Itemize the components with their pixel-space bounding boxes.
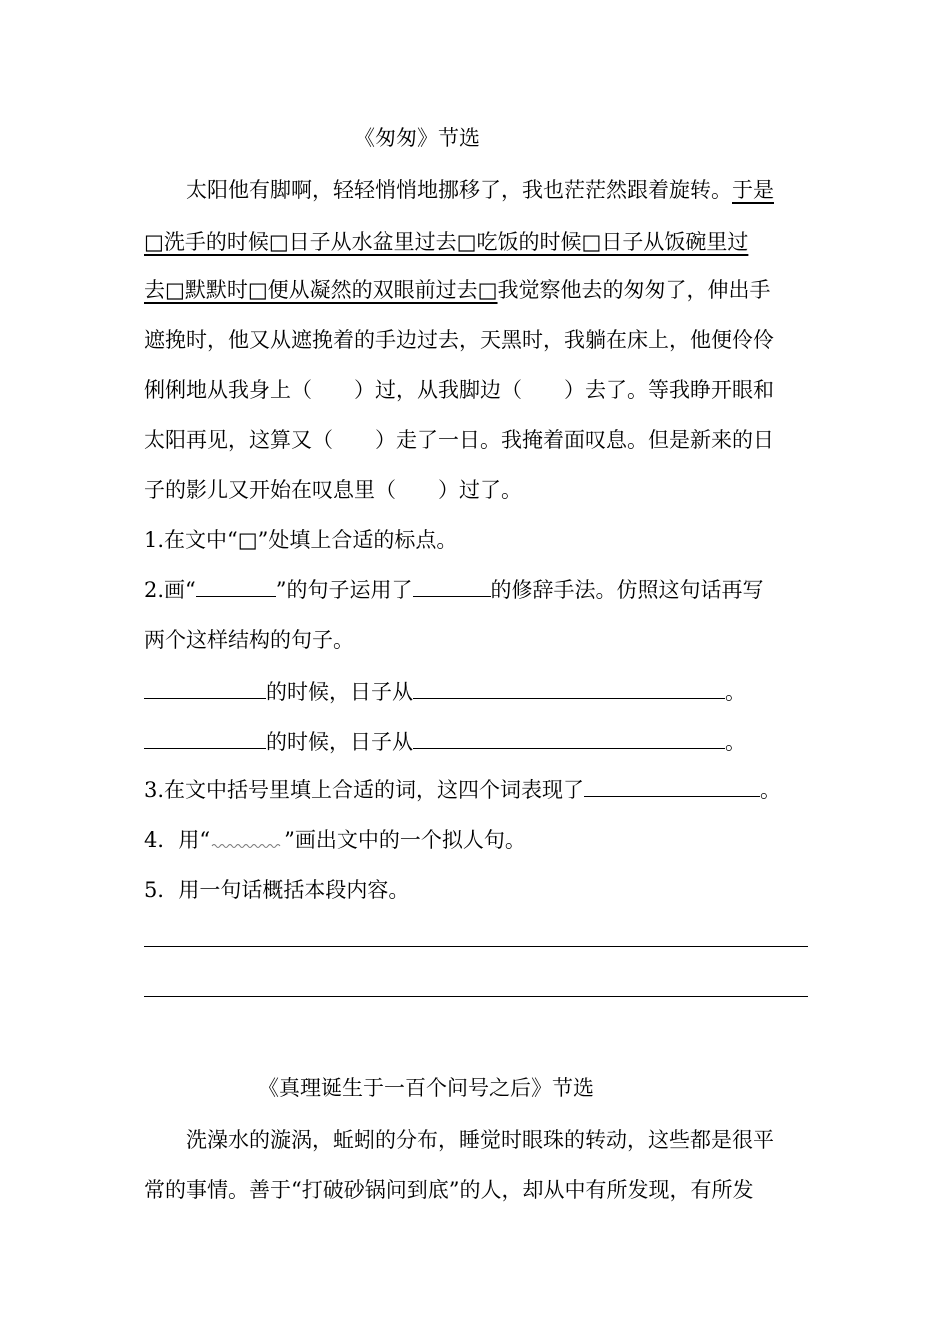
section1-title: 《匆匆》节选	[354, 126, 480, 150]
passage-line-7: 子的影儿又开始在叹息里（ ）过了。	[144, 478, 522, 502]
question-5: 5．用一句话概括本段内容。	[144, 878, 410, 902]
answer-blank[interactable]	[144, 728, 266, 749]
question-2-line-2: 两个这样结构的句子。	[144, 628, 354, 652]
passage-line-2	[144, 228, 808, 256]
question-text: 4．用“	[144, 828, 211, 852]
question-4	[144, 826, 808, 854]
answer-blank[interactable]	[196, 576, 276, 597]
question-1: 1.在文中“□”处填上合适的标点。	[144, 528, 458, 552]
fill-sentence-2	[144, 728, 808, 756]
fill-text: 的时候，日子从	[266, 680, 413, 704]
underlined-sentence: □洗手的时候□日子从水盆里过去□吃饭的时候□日子从饭碗里过	[144, 230, 749, 254]
fill-text: 。	[725, 680, 746, 704]
question-text: 。	[760, 778, 782, 802]
answer-blank[interactable]	[413, 678, 725, 699]
question-3	[144, 776, 808, 804]
question-2	[144, 576, 808, 604]
question-text: 的修辞手法。仿照这句话再写	[490, 578, 764, 602]
section2-title: 《真理诞生于一百个问号之后》节选	[258, 1076, 594, 1100]
fill-text: 。	[725, 730, 746, 754]
passage-text: 太阳他有脚啊，轻轻悄悄地挪移了，我也茫茫然跟着旋转。	[186, 178, 732, 202]
question-text: 2.画“	[144, 578, 196, 602]
passage-line-3	[144, 276, 808, 304]
passage2-line-1: 洗澡水的漩涡，蚯蚓的分布，睡觉时眼珠的转动，这些都是很平	[186, 1128, 774, 1152]
question-text: ”的句子运用了	[275, 578, 413, 602]
underlined-sentence: 去□默默时□便从凝然的双眼前过去□	[144, 278, 498, 302]
underlined-sentence: 于是	[732, 178, 774, 202]
fill-text: 的时候，日子从	[266, 730, 413, 754]
passage-text: 我觉察他去的匆匆了，伸出手	[497, 278, 771, 302]
answer-blank[interactable]	[413, 576, 491, 597]
passage-line-5: 俐俐地从我身上（ ）过，从我脚边（ ）去了。等我睁开眼和	[144, 378, 774, 402]
fill-sentence-1	[144, 678, 808, 706]
wavy-underline-icon	[210, 827, 284, 847]
question-text: 3.在文中括号里填上合适的词，这四个词表现了	[144, 778, 585, 802]
question-text: ”画出文中的一个拟人句。	[284, 828, 526, 852]
passage-line-1	[186, 176, 808, 204]
answer-line[interactable]	[144, 946, 808, 947]
passage2-line-2: 常的事情。善于“打破砂锅问到底”的人，却从中有所发现，有所发	[144, 1178, 754, 1202]
answer-line[interactable]	[144, 996, 808, 997]
passage-line-4: 遮挽时，他又从遮挽着的手边过去，天黑时，我躺在床上，他便伶伶	[144, 328, 774, 352]
passage-line-6: 太阳再见，这算又（ ）走了一日。我掩着面叹息。但是新来的日	[144, 428, 774, 452]
answer-blank[interactable]	[144, 678, 266, 699]
answer-blank[interactable]	[584, 776, 760, 797]
answer-blank[interactable]	[413, 728, 725, 749]
